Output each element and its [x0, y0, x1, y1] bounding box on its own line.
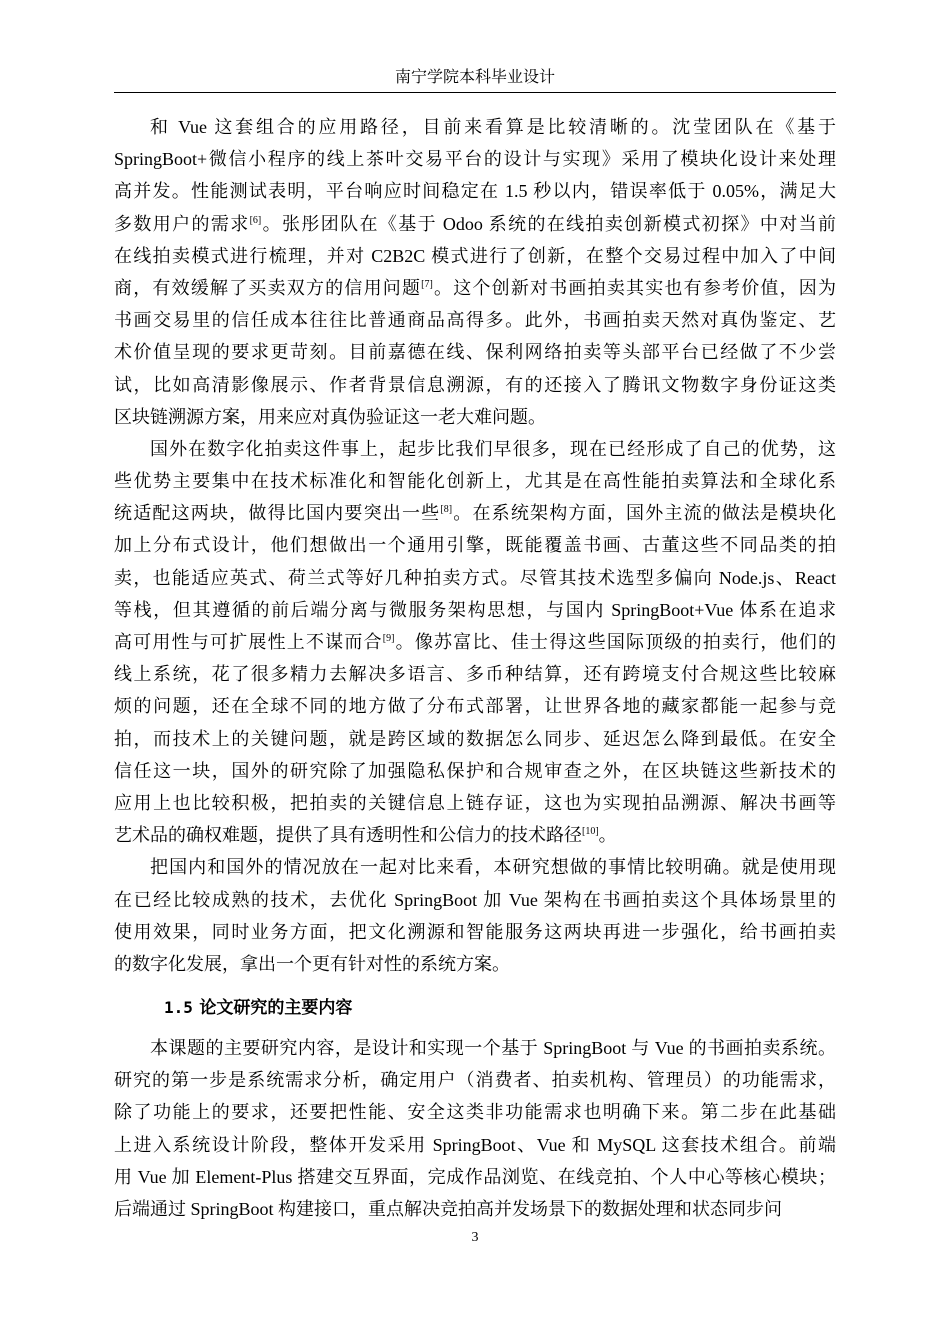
running-header: 南宁学院本科毕业设计 [394, 69, 555, 86]
text-run: 上进入系统设计阶段，整体开发采用 SpringBoot、Vue 和 MySQL 这套技术组合。前端 [114, 1134, 836, 1155]
header-rule [114, 92, 836, 93]
paragraph [114, 111, 836, 433]
text-run: 艺术品的确权难题，提供了具有透明性和公信力的技术路径 [114, 825, 582, 846]
paragraph [114, 851, 836, 980]
text-run: 用 Vue 加 Element-Plus 搭建交互界面，完成作品浏览、在线竞拍、个人中心等核心模块； [114, 1166, 836, 1187]
text-run: 后端通过 SpringBoot 构建接口，重点解决竞拍高并发场景下的数据处理和状态同步问 [114, 1199, 783, 1219]
text-line [114, 690, 836, 722]
text-run: 高可用性与可扩展性上不谋而合 [114, 632, 383, 652]
text-line [114, 1161, 836, 1193]
text-line [114, 369, 836, 401]
body-text [114, 111, 836, 1225]
text-line [114, 787, 836, 819]
citation-reference: [8] [440, 504, 453, 516]
text-run: 术价值呈现的要求更苛刻。目前嘉德在线、保利网络拍卖等头部平台已经做了不少尝 [114, 342, 836, 363]
text-line [114, 465, 836, 497]
text-line [114, 433, 836, 465]
text-run: 。这个创新对书画拍卖其实也有参考价值，因为 [432, 277, 837, 298]
text-line [114, 143, 836, 175]
section-paragraphs-container [114, 1032, 836, 1225]
text-run: 等栈，但其遵循的前后端分离与微服务架构思想，与国内 SpringBoot+Vue 体系在追求 [114, 599, 836, 620]
text-run: 高并发。性能测试表明，平台响应时间稳定在 1.5 秒以内，错误率低于 0.05%，满足大 [114, 181, 836, 202]
citation-reference: [9] [382, 633, 395, 644]
text-line [114, 626, 836, 658]
paragraph [114, 433, 836, 851]
text-line [114, 562, 836, 594]
text-run: 应用上也比较积极，把拍卖的关键信息上链存证，这也为实现拍品溯源、解决书画等 [114, 792, 836, 813]
page-number: 3 [471, 1230, 479, 1245]
text-line [114, 1064, 836, 1096]
text-run: 统适配这两块，做得比国内要突出一些 [114, 503, 441, 524]
text-run: 。像苏富比、佳士得这些国际顶级的拍卖行，他们的 [394, 632, 837, 652]
text-run: SpringBoot+微信小程序的线上茶叶交易平台的设计与实现》采用了模块化设计来处理 [114, 149, 836, 170]
text-line [114, 336, 836, 368]
text-run: 在已经比较成熟的技术，去优化 SpringBoot 加 Vue 架构在书画拍卖这个具体场景里的 [114, 889, 836, 910]
text-line [114, 851, 836, 883]
text-line [114, 658, 836, 690]
text-run: 。 [598, 825, 617, 846]
text-run: 卖，也能适应英式、荷兰式等好几种拍卖方式。尽管其技术选型多偏向 Node.js、React [114, 567, 836, 588]
text-line [114, 1129, 836, 1161]
text-run: 。在系统架构方面，国外主流的做法是模块化 [452, 503, 837, 524]
text-run: 研究的第一步是系统需求分析，确定用户（消费者、拍卖机构、管理员）的功能需求， [114, 1070, 836, 1091]
text-run: 区块链溯源方案，用来应对真伪验证这一老大难问题。 [114, 406, 546, 427]
text-run: 在线拍卖模式进行梳理，并对 C2B2C 模式进行了创新，在整个交易过程中加入了中间 [114, 245, 836, 266]
text-run: 。张彤团队在《基于 Odoo 系统的在线拍卖创新模式初探》中对当前 [261, 213, 836, 234]
citation-reference: [6] [249, 214, 262, 226]
text-run: 的数字化发展，拿出一个更有针对性的系统方案。 [114, 953, 510, 974]
text-run: 和 Vue 这套组合的应用路径，目前来看算是比较清晰的。沈莹团队在《基于 [150, 117, 836, 137]
text-line [114, 529, 836, 561]
text-line [114, 1032, 836, 1064]
text-line [114, 208, 836, 240]
text-run: 使用效果，同时业务方面，把文化溯源和智能服务这两块再进一步强化，给书画拍卖 [114, 921, 836, 942]
text-run: 书画交易里的信任成本往往比普通商品高得多。此外，书画拍卖天然对真伪鉴定、艺 [114, 310, 836, 331]
text-line [114, 240, 836, 272]
text-line [114, 175, 836, 207]
text-run: 加上分布式设计，他们想做出一个通用引擎，既能覆盖书画、古董这些不同品类的拍 [114, 535, 836, 556]
text-line [114, 304, 836, 336]
text-line [114, 594, 836, 626]
text-line [114, 497, 836, 529]
text-run: 把国内和国外的情况放在一起对比来看，本研究想做的事情比较明确。就是使用现 [150, 857, 836, 878]
paragraphs-container [114, 111, 836, 980]
text-run: 本课题的主要研究内容，是设计和实现一个基于 SpringBoot 与 Vue 的书画拍卖系统。 [150, 1038, 836, 1059]
text-run: 拍，而技术上的关键问题，就是跨区域的数据怎么同步、延迟怎么降到最低。在安全 [114, 728, 836, 749]
text-run: 试，比如高清影像展示、作者背景信息溯源，有的还接入了腾讯文物数字身份证这类 [114, 374, 836, 395]
text-line [114, 948, 836, 980]
text-run: 些优势主要集中在技术标准化和智能化创新上，尤其是在高性能拍卖算法和全球化系 [114, 471, 836, 492]
text-line [114, 1096, 836, 1128]
section-title: 论文研究的主要内容 [199, 998, 353, 1019]
text-line [114, 819, 836, 851]
text-line [114, 916, 836, 948]
section-number: 1.5 [164, 998, 193, 1018]
text-run: 商，有效缓解了买卖双方的信用问题 [114, 277, 422, 298]
text-line [114, 755, 836, 787]
text-run: 烦的问题，还在全球不同的地方做了分布式部署，让世界各地的藏家都能一起参与竞 [114, 696, 836, 717]
text-line [114, 884, 836, 916]
text-run: 国外在数字化拍卖这件事上，起步比我们早很多，现在已经形成了自己的优势，这 [150, 438, 836, 459]
text-line [114, 1193, 836, 1225]
citation-reference: [10] [582, 826, 599, 838]
text-run: 信任这一块，国外的研究除了加强隐私保护和合规审查之外，在区块链这些新技术的 [114, 760, 836, 781]
text-run: 线上系统，花了很多精力去解决多语言、多币种结算，还有跨境支付合规这些比较麻 [114, 664, 836, 685]
citation-reference: [7] [421, 278, 433, 290]
paragraph [114, 1032, 836, 1225]
text-line [114, 272, 836, 304]
text-line [114, 723, 836, 755]
text-line [114, 401, 836, 433]
section-heading [114, 984, 836, 1030]
text-run: 多数用户的需求 [114, 213, 250, 234]
text-line [114, 111, 836, 143]
text-run: 除了功能上的要求，还要把性能、安全这类非功能需求也明确下来。第二步在此基础 [114, 1102, 836, 1123]
